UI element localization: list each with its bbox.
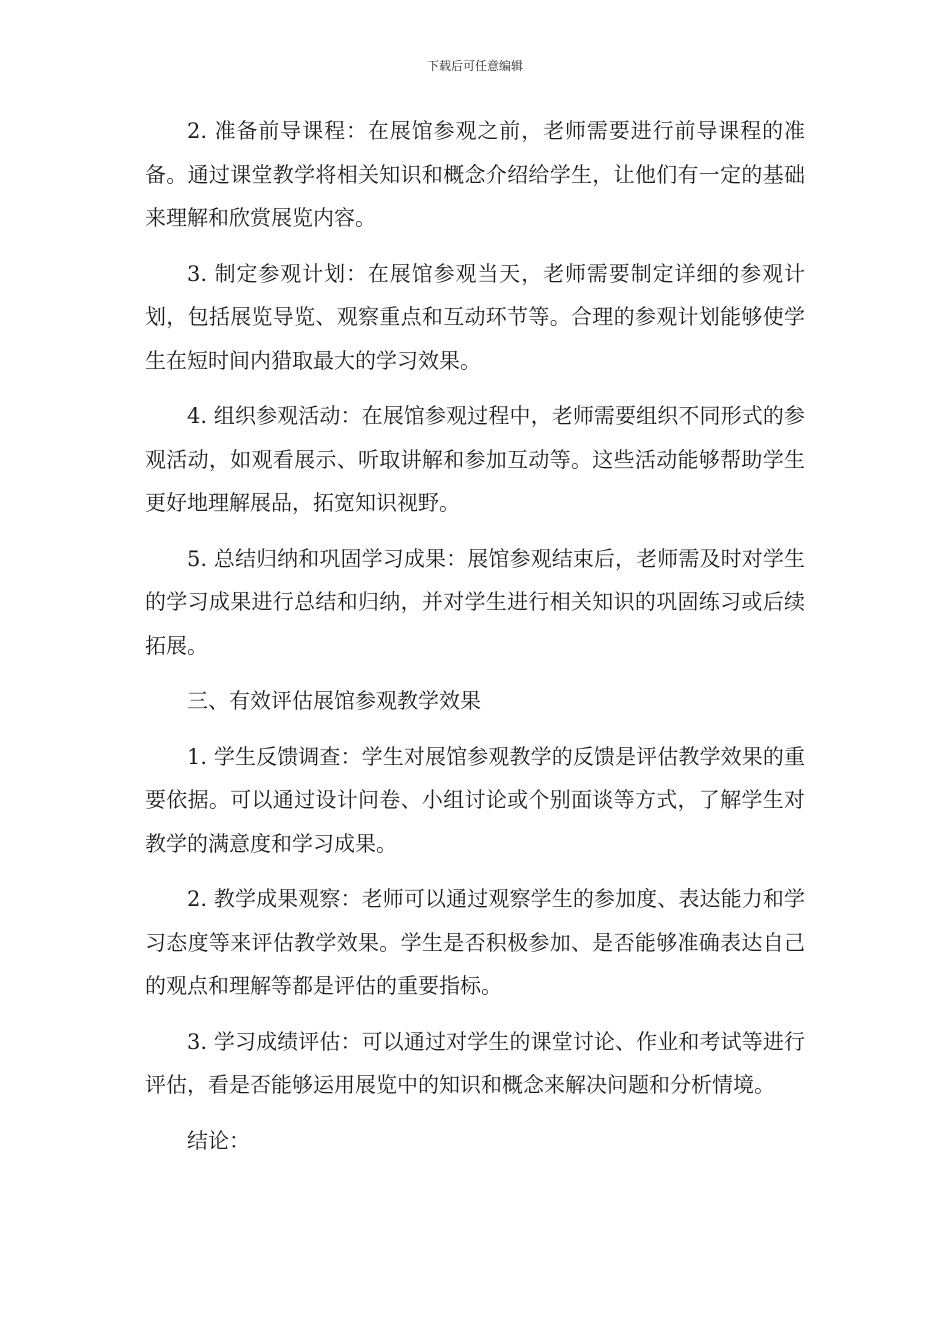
paragraph-summarize-results: 5. 总结归纳和巩固学习成果：展馆参观结束后，老师需及时对学生的学习成果进行总结和归纳，并对学生进行相关知识的巩固练习或后续拓展。 bbox=[145, 546, 805, 658]
section-heading-evaluation: 三、有效评估展馆参观教学效果 bbox=[187, 689, 481, 713]
section-heading-conclusion: 结论： bbox=[187, 1128, 250, 1153]
paragraph-visit-plan: 3. 制定参观计划：在展馆参观当天，老师需要制定详细的参观计划，包括展览导览、观察重点和互动环节等。合理的参观计划能够使学生在短时间内猎取最大的学习效果。 bbox=[145, 261, 805, 373]
paragraph-teaching-observation: 2. 教学成果观察：老师可以通过观察学生的参加度、表达能力和学习态度等来评估教学效果。学生是否积极参加、是否能够准确表达自己的观点和理解等都是评估的重要指标。 bbox=[145, 887, 805, 998]
paragraph-organize-activities: 4. 组织参观活动：在展馆参观过程中，老师需要组织不同形式的参观活动，如观看展示、听取讲解和参加互动等。这些活动能够帮助学生更好地理解展品，拓宽知识视野。 bbox=[145, 404, 805, 515]
paragraph-grade-evaluation: 3. 学习成绩评估：可以通过对学生的课堂讨论、作业和考试等进行评估，看是否能够运用展览中的知识和概念来解决问题和分析情境。 bbox=[145, 1029, 805, 1097]
document-body bbox=[145, 110, 805, 1175]
paragraph-student-feedback: 1. 学生反馈调查：学生对展馆参观教学的反馈是评估教学效果的重要依据。可以通过设计问卷、小组讨论或个别面谈等方式，了解学生对教学的满意度和学习成果。 bbox=[145, 744, 805, 856]
page-header: 下载后可任意编辑 bbox=[426, 59, 523, 73]
paragraph-prepare-course: 2. 准备前导课程：在展馆参观之前，老师需要进行前导课程的准备。通过课堂教学将相关知识和概念介绍给学生，让他们有一定的基础来理解和欣赏展览内容。 bbox=[145, 119, 805, 230]
